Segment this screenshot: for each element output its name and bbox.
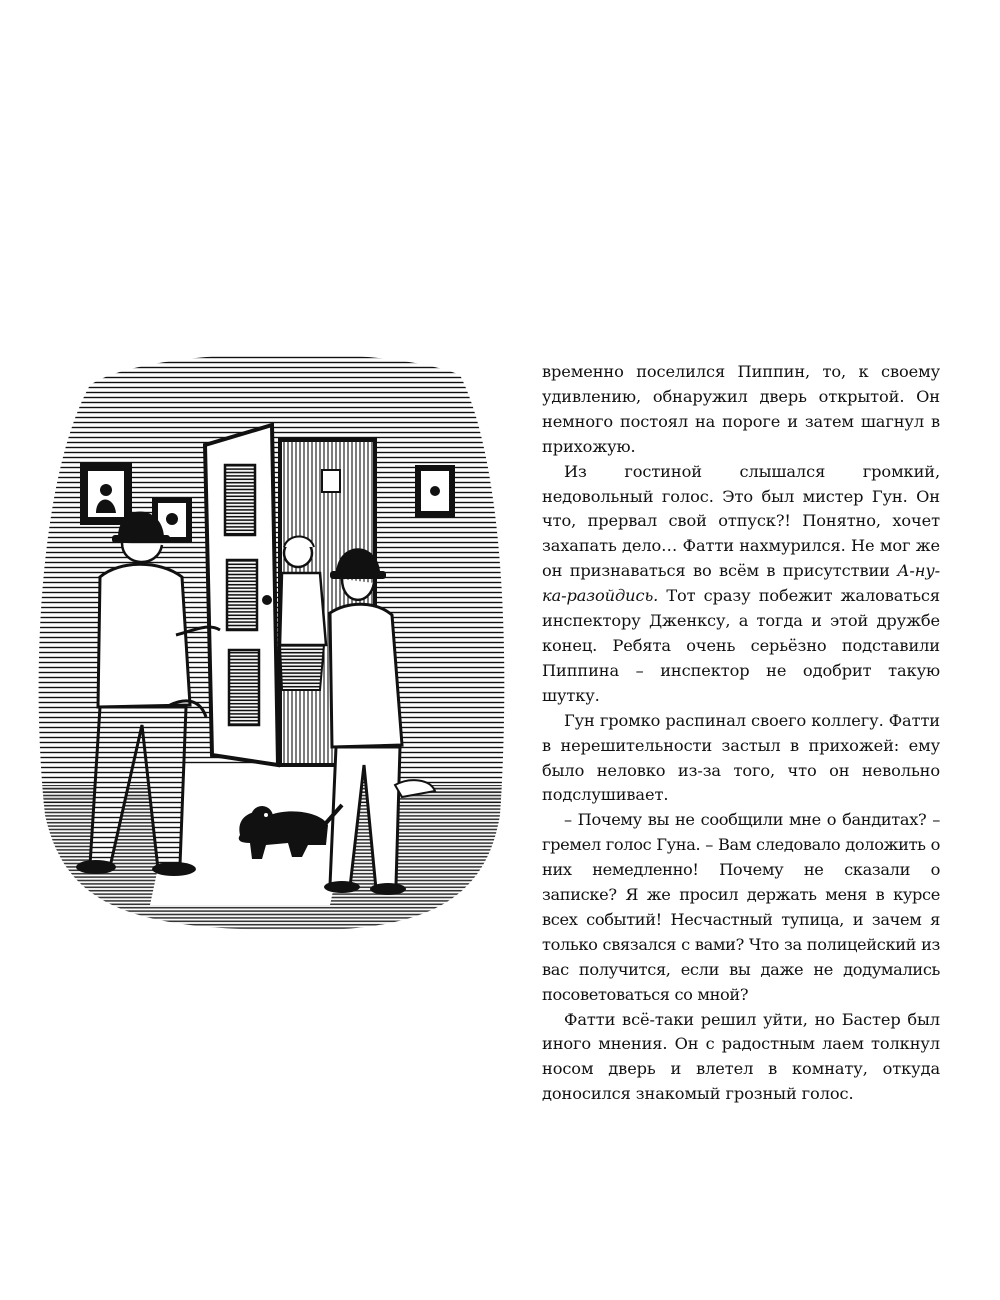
emphasis-text: А-ну-ка-разойдись. xyxy=(542,561,940,606)
wall-picture-1 xyxy=(80,463,132,525)
ink-drawing xyxy=(30,345,510,930)
text-column xyxy=(542,360,940,1107)
paragraph-text: Тот сразу побежит жаловаться инспектору Дженксу, а тогда и этой дружбе конец. Ребята очень серьёзно подставили Пиппина – инспектор не одобрит такую шутку. xyxy=(542,586,940,705)
wall-picture-3 xyxy=(415,465,455,517)
paragraph: Гун громко распинал своего коллегу. Фатти в нерешительности застыл в прихожей: ему было неловко из-за того, что он невольно подслушивает. xyxy=(542,710,940,805)
illustration xyxy=(30,345,510,930)
paragraph xyxy=(542,460,940,709)
paragraph: – Почему вы не сообщили мне о бандитах? – гремел голос Гуна. – Вам следовало доложить о них немедленно! Почему не сказали о записке? Я же просил держать меня в курсе всех событий! Несчастный тупица, и зачем я только связался с вами? Что за полицейский из вас получится, если вы даже не додумались посоветоваться со мной? xyxy=(542,810,940,1004)
paragraph-text: Из гостиной слышался громкий, недовольный голос. Это был мистер Гун. Он что, прервал свой отпуск?! Понятно, хочет захапать дело… Фатти нахмурился. Не мог же он признаваться во всём в присутствии xyxy=(542,461,940,581)
paragraph: временно поселился Пиппин, то, к своему удивлению, обнаружил дверь открытой. Он немного постоял на пороге и затем шагнул в прихожую. xyxy=(542,362,940,456)
paragraph: Фатти всё-таки решил уйти, но Бастер был иного мнения. Он с радостным лаем толкнул носом дверь и влетел в комнату, откуда доносился знакомый грозный голос. xyxy=(542,1009,940,1104)
